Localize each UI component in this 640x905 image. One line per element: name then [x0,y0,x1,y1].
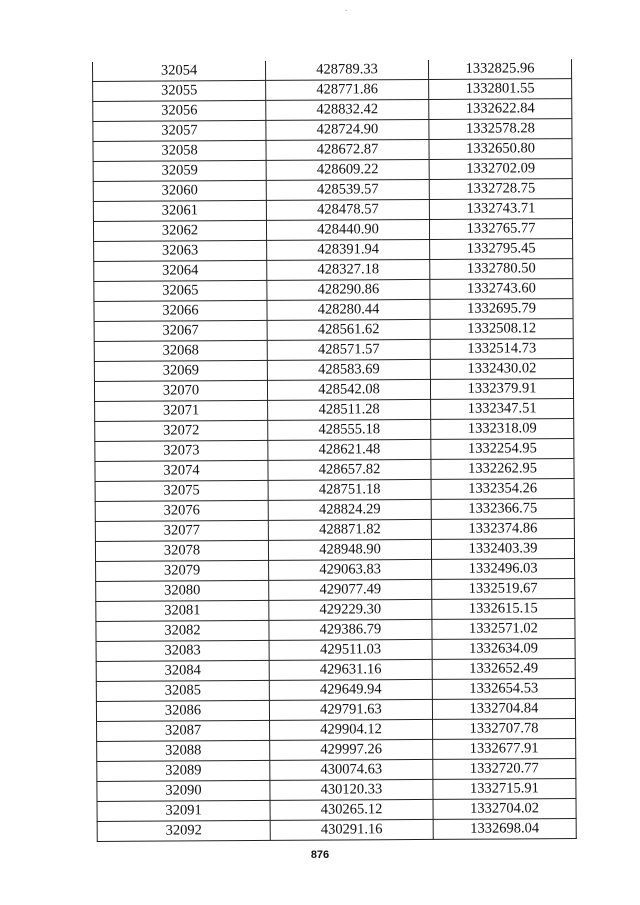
table-row [96,639,575,662]
y-coordinate-cell: 1332707.78 [433,719,576,740]
point-id-cell: 32090 [97,780,270,801]
point-id-cell: 32080 [96,580,269,601]
y-coordinate-cell: 1332652.49 [432,659,575,680]
point-id-cell: 32084 [96,660,269,681]
y-coordinate-cell: 1332379.91 [430,379,573,400]
table-row [96,599,575,622]
point-id-cell: 32062 [93,220,266,241]
point-id-cell: 32054 [92,61,265,82]
x-coordinate-cell: 428724.90 [266,119,429,140]
y-coordinate-cell: 1332677.91 [433,739,576,760]
point-id-cell: 32071 [95,400,268,421]
x-coordinate-cell: 428948.90 [268,539,431,560]
table-row [97,739,576,762]
x-coordinate-cell: 428571.57 [267,339,430,360]
y-coordinate-cell: 1332704.84 [432,699,575,720]
y-coordinate-cell: 1332728.75 [429,179,572,200]
x-coordinate-cell: 428609.22 [266,159,429,180]
x-coordinate-cell: 428771.86 [266,79,429,100]
x-coordinate-cell: 429791.63 [269,699,432,720]
point-id-cell: 32092 [97,820,270,841]
point-id-cell: 32075 [95,480,268,501]
point-id-cell: 32091 [97,800,270,821]
table-row [95,479,574,502]
x-coordinate-cell: 428327.18 [267,259,430,280]
table-row [94,359,573,382]
x-coordinate-cell: 428290.86 [267,279,430,300]
x-coordinate-cell: 429649.94 [269,679,432,700]
y-coordinate-cell: 1332571.02 [432,619,575,640]
table-row [94,339,573,362]
point-id-cell: 32076 [95,500,268,521]
table-row [94,299,573,322]
y-coordinate-cell: 1332615.15 [432,599,575,620]
point-id-cell: 32067 [94,320,267,341]
y-coordinate-cell: 1332704.02 [433,799,576,820]
point-id-cell: 32074 [95,460,268,481]
table-row [93,199,572,222]
y-coordinate-cell: 1332743.71 [429,199,572,220]
point-id-cell: 32083 [96,640,269,661]
table-row [92,59,571,81]
table-row [94,259,573,282]
point-id-cell: 32055 [93,80,266,101]
x-coordinate-cell: 428789.33 [265,60,428,80]
x-coordinate-cell: 428832.42 [266,99,429,120]
coordinates-table [92,59,577,842]
y-coordinate-cell: 1332695.79 [430,299,573,320]
x-coordinate-cell: 429511.03 [269,639,432,660]
y-coordinate-cell: 1332514.73 [430,339,573,360]
x-coordinate-cell: 430074.63 [270,759,433,780]
point-id-cell: 32085 [96,680,269,701]
x-coordinate-cell: 430265.12 [270,799,433,820]
table-row [96,679,575,702]
table-row [96,579,575,602]
x-coordinate-cell: 428657.82 [268,459,431,480]
table-row [93,139,572,162]
table-row [97,799,576,822]
y-coordinate-cell: 1332765.77 [429,219,572,240]
x-coordinate-cell: 429631.16 [269,659,432,680]
table-row [94,239,573,262]
point-id-cell: 32066 [94,300,267,321]
x-coordinate-cell: 428871.82 [268,519,431,540]
table-row [96,619,575,642]
table-row [93,119,572,142]
point-id-cell: 32079 [96,560,269,581]
x-coordinate-cell: 429997.26 [270,739,433,760]
y-coordinate-cell: 1332780.50 [430,259,573,280]
table-row [94,319,573,342]
point-id-cell: 32068 [94,340,267,361]
x-coordinate-cell: 429386.79 [269,619,432,640]
table-row [96,559,575,582]
coordinates-table-body [92,59,576,841]
x-coordinate-cell: 428621.48 [268,439,431,460]
table-row [93,99,572,122]
point-id-cell: 32064 [94,260,267,281]
point-id-cell: 32070 [94,380,267,401]
table-row [95,439,574,462]
x-coordinate-cell: 428583.69 [267,359,430,380]
point-id-cell: 32061 [93,200,266,221]
table-row [93,219,572,242]
y-coordinate-cell: 1332634.09 [432,639,575,660]
point-id-cell: 32089 [97,760,270,781]
x-coordinate-cell: 429077.49 [269,579,432,600]
table-row [95,399,574,422]
point-id-cell: 32057 [93,120,266,141]
table-row [97,719,576,742]
y-coordinate-cell: 1332430.02 [430,359,573,380]
table-row [95,459,574,482]
point-id-cell: 32073 [95,440,268,461]
y-coordinate-cell: 1332720.77 [433,759,576,780]
y-coordinate-cell: 1332496.03 [432,559,575,580]
y-coordinate-cell: 1332354.26 [431,479,574,500]
y-coordinate-cell: 1332622.84 [429,99,572,120]
point-id-cell: 32077 [95,520,268,541]
point-id-cell: 32056 [93,100,266,121]
x-coordinate-cell: 429063.83 [269,559,432,580]
x-coordinate-cell: 430291.16 [270,819,433,840]
y-coordinate-cell: 1332801.55 [429,79,572,100]
x-coordinate-cell: 428555.18 [268,419,431,440]
y-coordinate-cell: 1332698.04 [433,819,576,840]
table-row [93,79,572,102]
table-row [95,519,574,542]
point-id-cell: 32072 [95,420,268,441]
x-coordinate-cell: 428539.57 [266,179,429,200]
y-coordinate-cell: 1332366.75 [431,499,574,520]
point-id-cell: 32060 [93,180,266,201]
x-coordinate-cell: 428542.08 [267,379,430,400]
y-coordinate-cell: 1332743.60 [430,279,573,300]
x-coordinate-cell: 428280.44 [267,299,430,320]
x-coordinate-cell: 428824.29 [268,499,431,520]
table-row [96,659,575,682]
table-row [96,699,575,722]
y-coordinate-cell: 1332519.67 [432,579,575,600]
point-id-cell: 32058 [93,140,266,161]
table-row [97,779,576,802]
y-coordinate-cell: 1332254.95 [431,439,574,460]
point-id-cell: 32087 [97,720,270,741]
x-coordinate-cell: 428391.94 [267,239,430,260]
y-coordinate-cell: 1332374.86 [431,519,574,540]
x-coordinate-cell: 428561.62 [267,319,430,340]
y-coordinate-cell: 1332262.95 [431,459,574,480]
table-row [94,279,573,302]
table-row [94,379,573,402]
y-coordinate-cell: 1332318.09 [431,419,574,440]
table-row [95,499,574,522]
point-id-cell: 32063 [94,240,267,261]
y-coordinate-cell: 1332795.45 [430,239,573,260]
point-id-cell: 32082 [96,620,269,641]
point-id-cell: 32086 [96,700,269,721]
y-coordinate-cell: 1332715.91 [433,779,576,800]
x-coordinate-cell: 428672.87 [266,139,429,160]
x-coordinate-cell: 428478.57 [266,199,429,220]
x-coordinate-cell: 428751.18 [268,479,431,500]
table-row [97,759,576,782]
point-id-cell: 32065 [94,280,267,301]
x-coordinate-cell: 430120.33 [270,779,433,800]
x-coordinate-cell: 429229.30 [269,599,432,620]
y-coordinate-cell: 1332825.96 [428,59,571,79]
y-coordinate-cell: 1332403.39 [431,539,574,560]
point-id-cell: 32088 [97,740,270,761]
table-row [95,419,574,442]
table-row [97,819,576,842]
x-coordinate-cell: 428440.90 [266,219,429,240]
point-id-cell: 32078 [95,540,268,561]
point-id-cell: 32069 [94,360,267,381]
y-coordinate-cell: 1332347.51 [431,399,574,420]
y-coordinate-cell: 1332650.80 [429,139,572,160]
table-row [93,179,572,202]
y-coordinate-cell: 1332578.28 [429,119,572,140]
x-coordinate-cell: 428511.28 [268,399,431,420]
y-coordinate-cell: 1332654.53 [432,679,575,700]
scan-mark: - [345,6,348,14]
y-coordinate-cell: 1332508.12 [430,319,573,340]
table-row [93,159,572,182]
point-id-cell: 32059 [93,160,266,181]
page-number: 876 [310,849,330,861]
x-coordinate-cell: 429904.12 [270,719,433,740]
y-coordinate-cell: 1332702.09 [429,159,572,180]
point-id-cell: 32081 [96,600,269,621]
table-row [95,539,574,562]
